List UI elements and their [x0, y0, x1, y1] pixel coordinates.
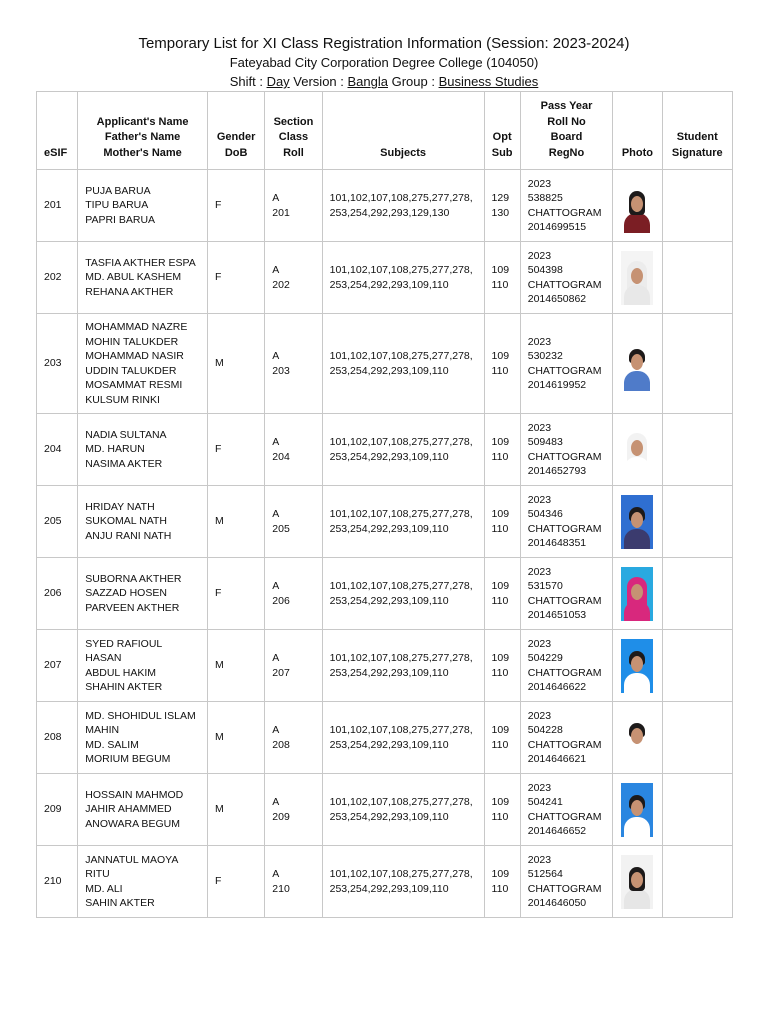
shift-line [0, 74, 768, 90]
group-value: Business Studies [438, 74, 539, 89]
photo-cell [613, 702, 662, 774]
applicant-photo [621, 567, 653, 621]
section-cell: A 205 [265, 486, 322, 558]
opt-cell: 109 110 [484, 774, 520, 846]
col-pass: Pass Year Roll No Board RegNo [520, 92, 613, 170]
photo-cell [613, 486, 662, 558]
applicant-photo [621, 639, 653, 693]
esif-cell: 205 [37, 486, 78, 558]
signature-cell [662, 846, 732, 918]
photo-cell [613, 170, 662, 242]
applicant-photo [621, 179, 653, 233]
pass-cell: 2023 504229 CHATTOGRAM 2014646622 [520, 630, 613, 702]
pass-cell: 2023 530232 CHATTOGRAM 2014619952 [520, 314, 613, 414]
table-row [37, 846, 733, 918]
esif-cell: 201 [37, 170, 78, 242]
pass-cell: 2023 512564 CHATTOGRAM 2014646050 [520, 846, 613, 918]
photo-cell [613, 314, 662, 414]
version-label: Version : [289, 74, 348, 89]
col-signature: Student Signature [662, 92, 732, 170]
photo-cell [613, 846, 662, 918]
name-cell: MD. SHOHIDUL ISLAM MAHIN MD. SALIM MORIUM BEGUM [78, 702, 208, 774]
gender-cell: F [207, 170, 264, 242]
applicant-photo [621, 855, 653, 909]
opt-cell: 109 110 [484, 486, 520, 558]
opt-cell: 129 130 [484, 170, 520, 242]
pass-cell: 2023 504346 CHATTOGRAM 2014648351 [520, 486, 613, 558]
signature-cell [662, 774, 732, 846]
version-value: Bangla [347, 74, 388, 89]
name-cell: PUJA BARUA TIPU BARUA PAPRI BARUA [78, 170, 208, 242]
col-section: Section Class Roll [265, 92, 322, 170]
signature-cell [662, 558, 732, 630]
gender-cell: F [207, 242, 264, 314]
subjects-cell: 101,102,107,108,275,277,278, 253,254,292,293,109,110 [322, 242, 484, 314]
section-cell: A 201 [265, 170, 322, 242]
pass-cell: 2023 531570 CHATTOGRAM 2014651053 [520, 558, 613, 630]
college-name: Fateyabad City Corporation Degree College (104050) [229, 55, 539, 70]
pass-cell: 2023 504228 CHATTOGRAM 2014646621 [520, 702, 613, 774]
document-title: Temporary List for XI Class Registration Information (Session: 2023-2024) [138, 35, 630, 52]
gender-cell: M [207, 314, 264, 414]
signature-cell [662, 414, 732, 486]
col-name: Applicant's Name Father's Name Mother's Name [78, 92, 208, 170]
photo-cell [613, 774, 662, 846]
section-cell: A 203 [265, 314, 322, 414]
name-cell: SUBORNA AKTHER SAZZAD HOSEN PARVEEN AKTHER [78, 558, 208, 630]
signature-cell [662, 702, 732, 774]
photo-cell [613, 630, 662, 702]
table-row [37, 702, 733, 774]
esif-cell: 203 [37, 314, 78, 414]
signature-cell [662, 486, 732, 558]
applicant-photo [621, 495, 653, 549]
gender-cell: F [207, 558, 264, 630]
esif-cell: 208 [37, 702, 78, 774]
gender-cell: F [207, 414, 264, 486]
col-opt: Opt Sub [484, 92, 520, 170]
table-row [37, 486, 733, 558]
applicant-photo [621, 251, 653, 305]
name-cell: SYED RAFIOUL HASAN ABDUL HAKIM SHAHIN AKTER [78, 630, 208, 702]
subjects-cell: 101,102,107,108,275,277,278, 253,254,292,293,109,110 [322, 774, 484, 846]
subjects-cell: 101,102,107,108,275,277,278, 253,254,292,293,129,130 [322, 170, 484, 242]
table-row [37, 414, 733, 486]
name-cell: JANNATUL MAOYA RITU MD. ALI SAHIN AKTER [78, 846, 208, 918]
section-cell: A 204 [265, 414, 322, 486]
pass-cell: 2023 509483 CHATTOGRAM 2014652793 [520, 414, 613, 486]
esif-cell: 204 [37, 414, 78, 486]
photo-cell [613, 558, 662, 630]
photo-cell [613, 242, 662, 314]
pass-cell: 2023 504398 CHATTOGRAM 2014650862 [520, 242, 613, 314]
header-row [37, 92, 733, 170]
signature-cell [662, 242, 732, 314]
gender-cell: M [207, 486, 264, 558]
signature-cell [662, 170, 732, 242]
section-cell: A 207 [265, 630, 322, 702]
subjects-cell: 101,102,107,108,275,277,278, 253,254,292,293,109,110 [322, 702, 484, 774]
gender-cell: M [207, 774, 264, 846]
esif-cell: 210 [37, 846, 78, 918]
subjects-cell: 101,102,107,108,275,277,278, 253,254,292,293,109,110 [322, 414, 484, 486]
opt-cell: 109 110 [484, 630, 520, 702]
subjects-cell: 101,102,107,108,275,277,278, 253,254,292,293,109,110 [322, 846, 484, 918]
applicant-photo [621, 783, 653, 837]
applicant-photo [621, 337, 653, 391]
opt-cell: 109 110 [484, 702, 520, 774]
table-row [37, 558, 733, 630]
opt-cell: 109 110 [484, 314, 520, 414]
section-cell: A 202 [265, 242, 322, 314]
pass-cell: 2023 538825 CHATTOGRAM 2014699515 [520, 170, 613, 242]
gender-cell: M [207, 702, 264, 774]
applicant-photo [621, 423, 653, 477]
signature-cell [662, 630, 732, 702]
registration-table [36, 91, 733, 918]
subjects-cell: 101,102,107,108,275,277,278, 253,254,292,293,109,110 [322, 486, 484, 558]
name-cell: HRIDAY NATH SUKOMAL NATH ANJU RANI NATH [78, 486, 208, 558]
col-gender: Gender DoB [207, 92, 264, 170]
opt-cell: 109 110 [484, 558, 520, 630]
gender-cell: F [207, 846, 264, 918]
pass-cell: 2023 504241 CHATTOGRAM 2014646652 [520, 774, 613, 846]
opt-cell: 109 110 [484, 414, 520, 486]
photo-cell [613, 414, 662, 486]
name-cell: HOSSAIN MAHMOD JAHIR AHAMMED ANOWARA BEGUM [78, 774, 208, 846]
name-cell: MOHAMMAD NAZRE MOHIN TALUKDER MOHAMMAD NASIR UDDIN TALUKDER MOSAMMAT RESMI KULSUM RINKI [78, 314, 208, 414]
name-cell: NADIA SULTANA MD. HARUN NASIMA AKTER [78, 414, 208, 486]
section-cell: A 210 [265, 846, 322, 918]
section-cell: A 209 [265, 774, 322, 846]
esif-cell: 209 [37, 774, 78, 846]
col-photo: Photo [613, 92, 662, 170]
esif-cell: 206 [37, 558, 78, 630]
table-row [37, 774, 733, 846]
col-esif: eSIF [37, 92, 78, 170]
col-subjects: Subjects [322, 92, 484, 170]
section-cell: A 208 [265, 702, 322, 774]
group-label: Group : [387, 74, 439, 89]
applicant-photo [621, 711, 653, 765]
subjects-cell: 101,102,107,108,275,277,278, 253,254,292,293,109,110 [322, 558, 484, 630]
name-cell: TASFIA AKTHER ESPA MD. ABUL KASHEM REHANA AKTHER [78, 242, 208, 314]
gender-cell: M [207, 630, 264, 702]
table-row [37, 242, 733, 314]
esif-cell: 207 [37, 630, 78, 702]
subjects-cell: 101,102,107,108,275,277,278, 253,254,292,293,109,110 [322, 630, 484, 702]
section-cell: A 206 [265, 558, 322, 630]
shift-label: Shift : [229, 74, 267, 89]
signature-cell [662, 314, 732, 414]
opt-cell: 109 110 [484, 846, 520, 918]
opt-cell: 109 110 [484, 242, 520, 314]
shift-value: Day [266, 74, 290, 89]
subjects-cell: 101,102,107,108,275,277,278, 253,254,292,293,109,110 [322, 314, 484, 414]
table-row [37, 170, 733, 242]
table-row [37, 630, 733, 702]
esif-cell: 202 [37, 242, 78, 314]
table-row [37, 314, 733, 414]
